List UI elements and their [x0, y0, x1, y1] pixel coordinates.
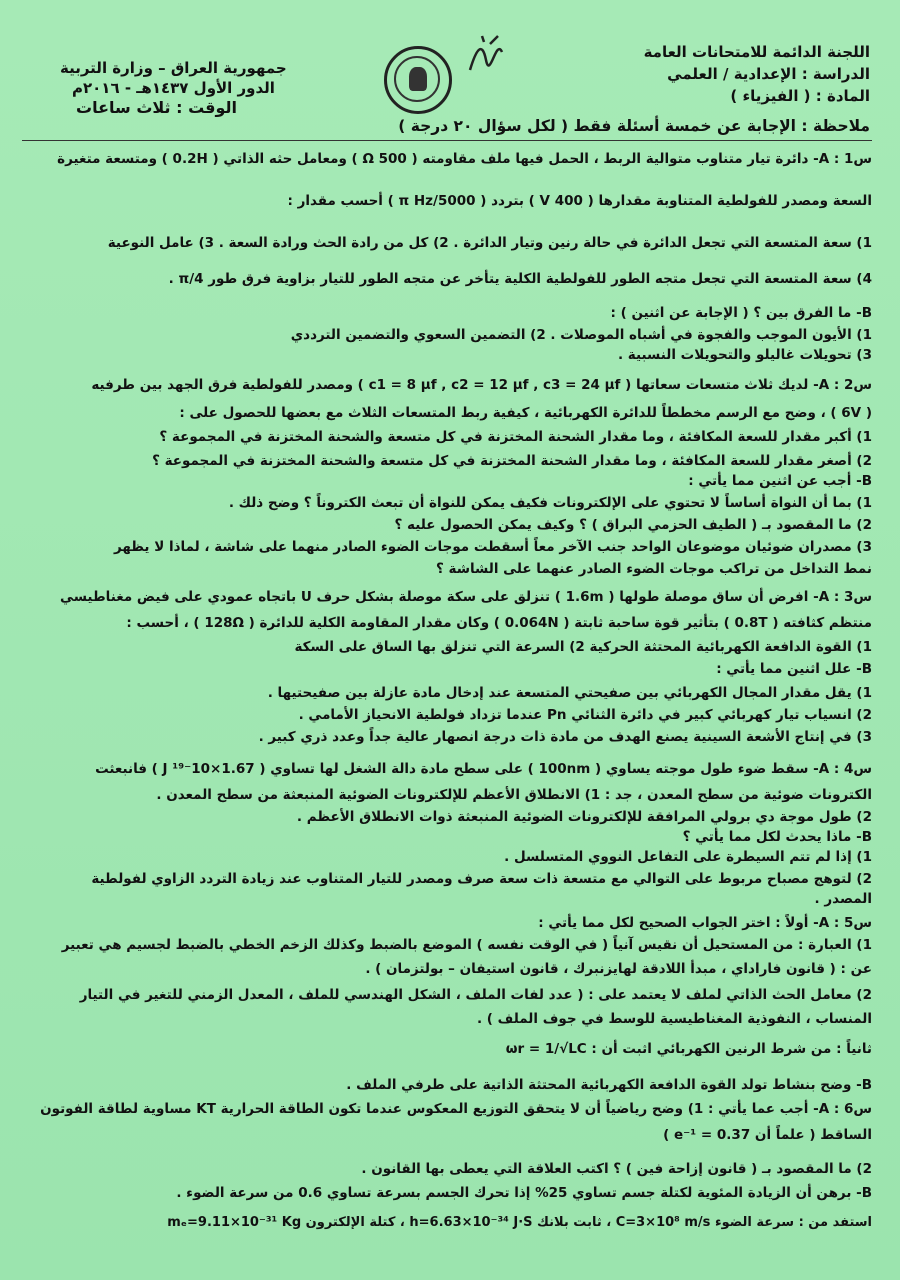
- q4-b-item-2-cont: المصدر .: [814, 891, 872, 907]
- q6-a-item-2: 2) ما المقصود بـ ( قانون إزاحة فين ) ؟ اكتب العلاقة التي يعطى بها القانون .: [361, 1161, 872, 1177]
- q3-a-items: 1) القوة الدافعة الكهربائية المحتثة الحركية 2) السرعة التي تنزلق بها الساق على السكة: [294, 639, 872, 655]
- q1-b-title: B- ما الفرق بين ؟ ( الإجابة عن اثنين ) :: [610, 305, 872, 321]
- header-right-line1: اللجنة الدائمة للامتحانات العامة: [643, 43, 870, 61]
- q4-b-item-1: 1) إذا لم تتم السيطرة على التفاعل النووي المتسلسل .: [504, 849, 872, 865]
- q2-b-title: B- أجب عن اثنين مما يأتي :: [688, 473, 872, 489]
- q6-a-item-1: س6 : A- أجب عما يأتي : 1) وضح رياضياً أن لا يتحقق التوزيع المعكوس عندما تكون الطاقة الحرارية KT مساوية لطاقة الفوتون: [40, 1101, 872, 1117]
- q3-a-intro: س3 : A- افرض أن ساق موصلة طولها ( 1.6m ) تنزلق على سكة موصلة بشكل حرف U باتجاه عمودي على فيض مغناطيسي: [60, 589, 872, 605]
- constants-line: استفد من : سرعة الضوء C=3×10⁸ m/s ، ثابت بلانك h=6.63×10⁻³⁴ J·S ، كتلة الإلكترون mₑ=9.11×10⁻³¹ Kg: [167, 1215, 872, 1230]
- header-note: ملاحظة : الإجابة عن خمسة أسئلة فقط ( لكل سؤال ٢٠ درجة ): [398, 117, 870, 135]
- q5-a-item-1-choices: عن : ( قانون فاراداي ، مبدأ اللادقة لهايزنبرك ، قانون استيفان – بولتزمان ) .: [365, 961, 872, 977]
- q4-b-item-2: 2) لتوهج مصباح مربوط على التوالي مع متسعة ذات سعة صرف ومصدر للتيار المتناوب عند زيادة التردد الزاوي لفولطية: [91, 871, 872, 887]
- header-left-line2: الدور الأول ١٤٣٧هـ - ٢٠١٦م: [72, 79, 275, 97]
- q4-b-title: B- ماذا يحدث لكل مما يأتي ؟: [682, 829, 872, 845]
- q3-a-field: منتظم كثافته ( 0.8T ) بتأثير قوة ساحبة ثابتة ( 0.064N ) وكان مقدار المقاومة الكلية للدائرة ( 128Ω ) ، أحسب :: [126, 615, 872, 631]
- q5-a-first: س5 : A- أولاً : اختر الجواب الصحيح لكل مما يأتي :: [538, 915, 872, 931]
- q2-a-intro: س2 : A- لديك ثلاث متسعات سعاتها ( c1 = 8 μf , c2 = 12 μf , c3 = 24 μf ) ومصدر للفولطية فرق الجهد بين طرفيه: [91, 377, 872, 393]
- q2-b-item-3-cont: نمط التداخل من تراكب موجات الضوء الصادر عنهما على الشاشة ؟: [435, 561, 872, 577]
- q6-a-item-1-cont: الساقط ( علماً أن e⁻¹ = 0.37 ): [663, 1127, 872, 1143]
- signature-icon: [462, 30, 512, 80]
- q1-b-items-1-2: 1) الأيون الموجب والفجوة في أشباه الموصلات . 2) التضمين السعوي والتضمين الترددي: [290, 327, 872, 343]
- q3-b-item-3: 3) في إنتاج الأشعة السينية يصنع الهدف من مادة ذات درجة انصهار عالية جداً وعدد ذري كبير .: [258, 729, 872, 745]
- ministry-seal-icon: [384, 46, 452, 114]
- q6-b: B- برهن أن الزيادة المئوية لكتلة جسم تساوي 25% إذا تحرك الجسم بسرعة تساوي 0.6 من سرعة الضوء .: [176, 1185, 872, 1201]
- q2-a-circuit: ( 6V ) ، وضح مع الرسم مخططاً للدائرة الكهربائية ، كيفية ربط المتسعات الثلاث مع بعضها للحصول على :: [179, 405, 872, 421]
- q5-a-item-1: 1) العبارة : من المستحيل أن نقيس آنياً ( في الوقت نفسه ) الموضع بالضبط وكذلك الزخم الخطي بالضبط لجسيم هي تعبير: [61, 937, 872, 953]
- q1-a-source: السعة ومصدر للفولطية المتناوبة مقدارها ( 400 V ) بتردد ( 5000/π Hz ) أحسب مقدار :: [287, 193, 872, 209]
- q2-b-item-1: 1) بما أن النواة أساساً لا تحتوي على الإلكترونات فكيف يمكن للنواة أن تبعث الكتروناً ؟ وضح ذلك .: [228, 495, 872, 511]
- q3-b-item-2: 2) انسياب تيار كهربائي كبير في دائرة الثنائي Pn عندما تزداد فولطية الانحياز الأمامي .: [298, 707, 872, 723]
- q4-a-item-2: 2) طول موجة دي برولي المرافقة للإلكترونات الضوئية المنبعثة ذوات الانطلاق الأعظم .: [296, 809, 872, 825]
- q2-a-item-1: 1) أكبر مقدار للسعة المكافئة ، وما مقدار الشحنة المختزنة في كل متسعة والشحنة المختزنة في المجموعة ؟: [159, 429, 872, 445]
- header-left-line1: جمهورية العراق – وزارة التربية: [60, 59, 287, 77]
- q1-b-item-3: 3) تحويلات غاليلو والتحويلات النسبية .: [617, 347, 872, 363]
- q1-a-items-1-3: 1) سعة المتسعة التي تجعل الدائرة في حالة رنين وتيار الدائرة . 2) كل من رادة الحث ورادة السعة . 3) عامل النوعية: [107, 235, 872, 251]
- q2-a-item-2: 2) أصغر مقدار للسعة المكافئة ، وما مقدار الشحنة المختزنة في كل متسعة والشحنة المختزنة في المجموعة ؟: [152, 453, 872, 469]
- header-right-line2: الدراسة : الإعدادية / العلمي: [667, 65, 870, 83]
- q2-b-item-3: 3) مصدران ضوئيان موضوعان الواحد جنب الآخر معاً أسقطت موجات الضوء الصادر منهما على شاشة ، لماذا لا يظهر: [113, 539, 872, 555]
- q1-a-intro: س1 : A- دائرة تيار متناوب متوالية الربط ، الحمل فيها ملف مقاومته ( 500 Ω ) ومعامل حثه الذاتي ( 0.2H ) ومتسعة متغيرة: [57, 151, 872, 167]
- q4-a-intro: س4 : A- سقط ضوء طول موجته يساوي ( 100nm ) على سطح مادة دالة الشغل لها تساوي ( 1.67×10⁻¹⁹ J ) فانبعثت: [95, 761, 872, 777]
- q5-a-item-2-choices: المنساب ، النفوذية المغناطيسية للوسط في جوف الملف ) .: [476, 1011, 872, 1027]
- q3-b-title: B- علل اثنين مما يأتي :: [716, 661, 872, 677]
- q3-b-item-1: 1) يقل مقدار المجال الكهربائي بين صفيحتي المتسعة عند إدخال مادة عازلة بين صفيحتيها .: [267, 685, 872, 701]
- header-divider: [22, 140, 872, 141]
- q4-a-item-1: الكترونات ضوئية من سطح المعدن ، جد : 1) الانطلاق الأعظم للإلكترونات الضوئية المنبعثة من سطح المعدن .: [156, 787, 872, 803]
- header-right-line3: المادة : ( الفيزياء ): [730, 87, 870, 105]
- q5-a-second: ثانياً : من شرط الرنين الكهربائي اثبت أن : ωr = 1/√LC: [505, 1041, 872, 1057]
- q1-a-item-4: 4) سعة المتسعة التي تجعل متجه الطور للفولطية الكلية يتأخر عن متجه الطور للتيار بزاوية فرق طور π/4 .: [168, 271, 872, 287]
- header-left-line3: الوقت : ثلاث ساعات: [76, 98, 238, 117]
- q2-b-item-2: 2) ما المقصود بـ ( الطيف الحزمي البراق ) ؟ وكيف يمكن الحصول عليه ؟: [394, 517, 872, 533]
- q5-a-item-2: 2) معامل الحث الذاتي لملف لا يعتمد على : ( عدد لفات الملف ، الشكل الهندسي للملف ، المعدل الزمني للتغير في التيار: [79, 987, 872, 1003]
- q5-b: B- وضح بنشاط تولد القوة الدافعة الكهربائية المحتثة الذاتية على طرفي الملف .: [346, 1077, 872, 1093]
